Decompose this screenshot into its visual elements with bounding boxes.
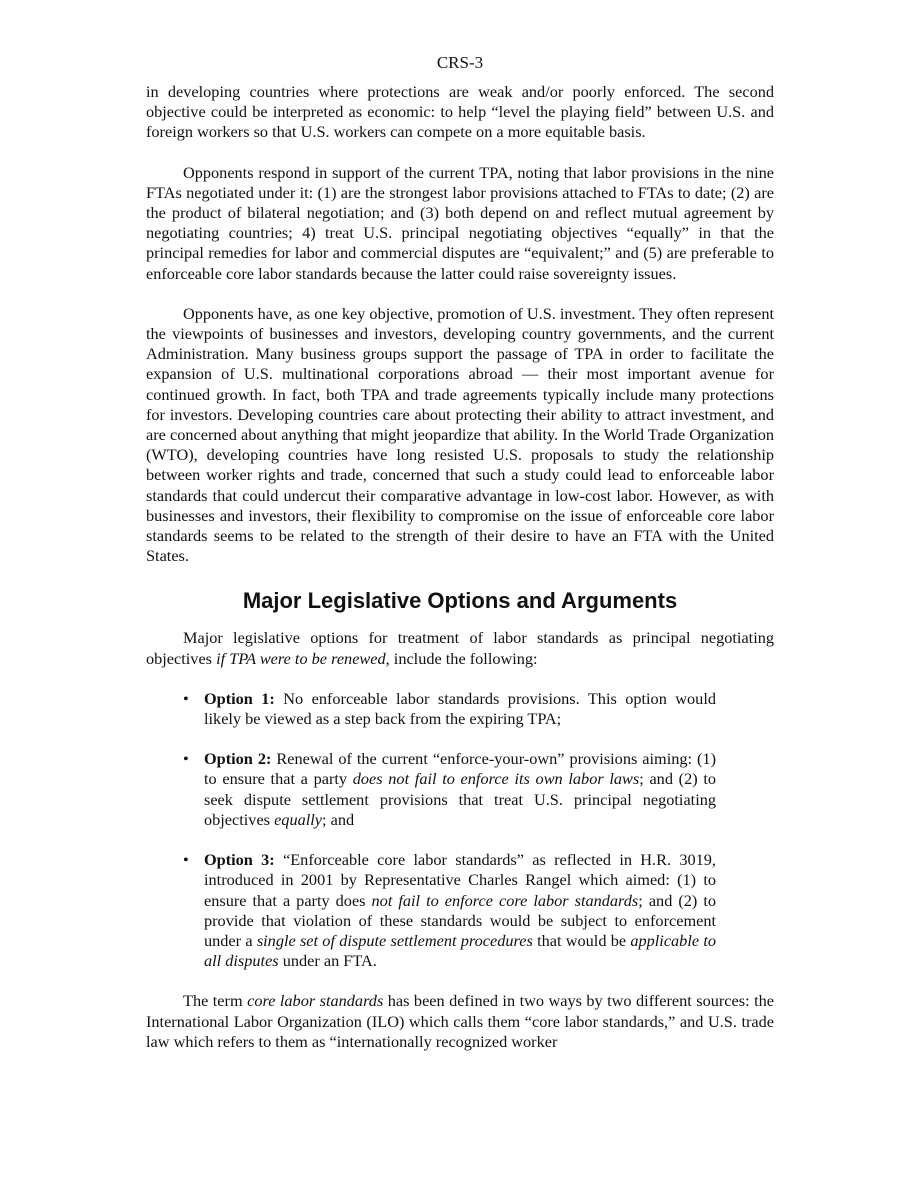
- section-intro: [146, 628, 774, 668]
- paragraph-continuation: in developing countries where protections are weak and/or poorly enforced. The second objective could be interpreted as economic: to help “level the playing field” between U.S. and foreign workers so that U.S. workers can compete on a more equitable basis.: [146, 82, 774, 142]
- closing-italic: core labor standards: [247, 991, 384, 1011]
- page-header: CRS-3: [436, 53, 484, 72]
- bullet-icon: •: [183, 850, 189, 870]
- option-item-3: [183, 850, 717, 971]
- option-text: ; and: [322, 809, 355, 829]
- intro-italic: if TPA were to be renewed: [216, 648, 386, 668]
- section-heading: Major Legislative Options and Arguments: [242, 588, 678, 614]
- paragraph-gap: [146, 284, 774, 304]
- option-label: Option 2:: [204, 749, 272, 769]
- option-text: ; and (2) to provide that violation of these standards would be subject to enforcement under a: [204, 890, 717, 950]
- intro-text: Major legislative options for treatment of labor standards as principal negotiating objectives: [146, 628, 774, 668]
- option-text: ; and (2) to seek dispute settlement provisions that treat U.S. principal negotiating objectives: [204, 769, 717, 829]
- option-emphasis: single set of dispute settlement procedures: [256, 930, 533, 950]
- option-item-1: [183, 688, 716, 729]
- option-label: Option 1:: [204, 688, 275, 708]
- bullet-icon: •: [183, 688, 189, 708]
- closing-text: The term: [183, 991, 248, 1011]
- option-emphasis: applicable to all disputes: [204, 930, 716, 971]
- option-emphasis: does not fail to enforce its own labor laws: [352, 769, 640, 789]
- paragraph-core-labor-standards: [146, 991, 774, 1052]
- option-item-2: [183, 749, 717, 830]
- option-emphasis: not fail to enforce core labor standards: [371, 890, 639, 910]
- closing-text-end: has been defined in two ways by two different sources: the International Labor Organization (ILO) which calls them “core labor standards,” and U.S. trade law which refers to them as “internationally recognized worker: [146, 991, 774, 1051]
- intro-text-end: , include the following:: [385, 648, 538, 668]
- option-text: Renewal of the current “enforce-your-own” provisions aiming: (1) to ensure that a party: [204, 749, 716, 789]
- paragraph-opponents-objective: Opponents have, as one key objective, promotion of U.S. investment. They often represent the viewpoints of businesses and investors, developing country governments, and the current Administration. Many business groups support the passage of TPA in order to facilitate the expansion of U.S. multinational corporations abroad — their most important avenue for continued growth. In fact, both TPA and trade agreements typically include many protections for investors. Developing countries care about protecting their ability to attract investment, and are concerned about anything that might jeopardize that ability. In the World Trade Organization (WTO), developing countries have long resisted U.S. proposals to study the relationship between worker rights and trade, concerned that such a study could lead to enforceable labor standards that could undercut their comparative advantage in low-cost labor. However, as with businesses and investors, their flexibility to compromise on the issue of enforceable core labor standards seems to be related to the strength of their desire to have an FTA with the United States.: [146, 303, 774, 566]
- document-page: [146, 52, 774, 1052]
- option-text: No enforceable labor standards provisions. This option would likely be viewed as a step back from the expiring TPA;: [204, 688, 716, 729]
- option-label: Option 3:: [204, 850, 275, 870]
- option-text: under an FTA.: [278, 951, 377, 971]
- option-text: “Enforceable core labor standards” as reflected in H.R. 3019, introduced in 2001 by Representative Charles Rangel which aimed: (1) to ensure that a party does: [204, 850, 716, 910]
- options-list: [146, 689, 774, 971]
- paragraph-gap: [146, 143, 774, 163]
- paragraph-opponents-respond: Opponents respond in support of the current TPA, noting that labor provisions in the nine FTAs negotiated under it: (1) are the strongest labor provisions attached to FTAs to date; (2) are the product of bilateral negotiation; and (3) both depend on and reflect mutual agreement by negotiating countries; 4) treat U.S. principal negotiating objectives “equally” in that the principal remedies for labor and commercial disputes are “equivalent;” and (5) are preferable to enforceable core labor standards because the latter could raise sovereignty issues.: [146, 162, 774, 283]
- bullet-icon: •: [183, 749, 189, 769]
- option-text: that would be: [532, 930, 631, 950]
- option-emphasis: equally: [274, 809, 322, 829]
